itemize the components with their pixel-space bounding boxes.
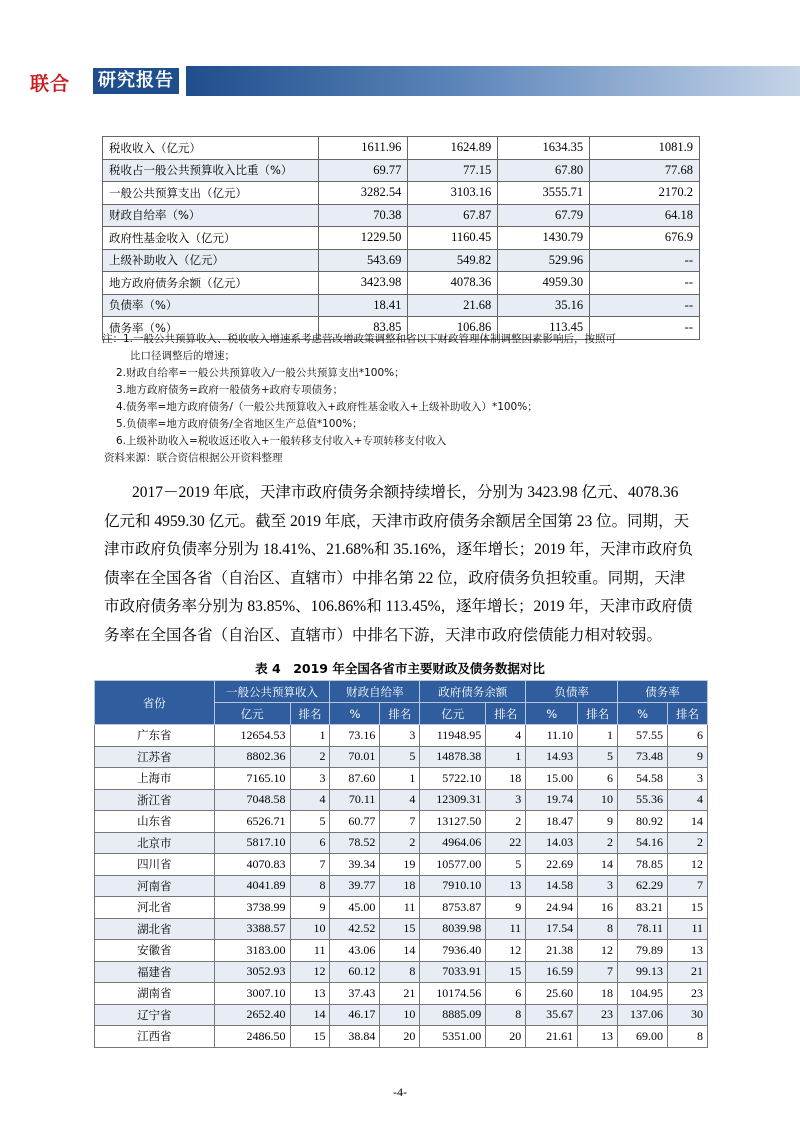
table-row: [103, 182, 700, 205]
cell-value: 4041.89: [214, 875, 290, 897]
cell-value: 1229.50: [318, 227, 408, 250]
cell-value: 12: [668, 854, 708, 876]
cell-value: 2170.2: [590, 182, 700, 205]
table-row: [95, 832, 708, 854]
cell-value: 7: [290, 854, 330, 876]
table-row: [103, 249, 700, 272]
note-2: 2.财政自给率=一般公共预算收入/一般公共预算支出*100%；: [116, 367, 405, 379]
cell-value: 15: [668, 897, 708, 919]
cell-value: 2652.40: [214, 1004, 290, 1026]
cell-value: 73.48: [618, 746, 668, 768]
cell-value: 1081.9: [590, 137, 700, 160]
cell-value: 2: [578, 832, 618, 854]
cell-value: 69.77: [318, 159, 408, 182]
cell-value: --: [590, 249, 700, 272]
cell-value: 2486.50: [214, 1026, 290, 1048]
note-3: 3.地方政府债务=政府一般债务+政府专项债务；: [116, 384, 344, 396]
cell-value: --: [590, 272, 700, 295]
cell-value: 13: [486, 875, 526, 897]
cell-value: 10: [578, 789, 618, 811]
cell-value: 14.93: [526, 746, 578, 768]
cell-value: 5: [290, 811, 330, 833]
cell-value: 21.68: [408, 294, 498, 317]
page-number: -4-: [393, 1085, 407, 1099]
table-row: [95, 1004, 708, 1026]
cell-value: 14: [578, 854, 618, 876]
cell-value: 20: [486, 1026, 526, 1048]
col-group-revenue: 一般公共预算收入: [214, 681, 330, 703]
sub-header: 排名: [578, 703, 618, 725]
province-name: 河南省: [95, 875, 215, 897]
province-name: 江西省: [95, 1026, 215, 1048]
cell-value: 13: [668, 940, 708, 962]
cell-value: 3183.00: [214, 940, 290, 962]
cell-value: 8802.36: [214, 746, 290, 768]
cell-value: 70.11: [330, 789, 380, 811]
cell-value: 22.69: [526, 854, 578, 876]
cell-value: 9: [668, 746, 708, 768]
row-label: 税收占一般公共预算收入比重（%）: [103, 159, 319, 182]
cell-value: 54.16: [618, 832, 668, 854]
note-6: 6.上级补助收入=税收返还收入+一般转移支付收入+专项转移支付收入: [116, 435, 447, 447]
cell-value: 77.15: [408, 159, 498, 182]
cell-value: 23: [578, 1004, 618, 1026]
cell-value: 3388.57: [214, 918, 290, 940]
row-label: 债务率（%）: [103, 317, 319, 340]
cell-value: 24.94: [526, 897, 578, 919]
cell-value: 7: [380, 811, 420, 833]
cell-value: 18.47: [526, 811, 578, 833]
cell-value: 6: [486, 983, 526, 1005]
row-label: 上级补助收入（亿元）: [103, 249, 319, 272]
cell-value: 1: [290, 725, 330, 747]
cell-value: 15: [380, 918, 420, 940]
cell-value: 4: [380, 789, 420, 811]
sub-header: %: [526, 703, 578, 725]
cell-value: 15.00: [526, 768, 578, 790]
cell-value: 137.06: [618, 1004, 668, 1026]
note-1-cont: 比口径调整后的增速；: [130, 350, 235, 362]
table-row: [95, 983, 708, 1005]
province-name: 辽宁省: [95, 1004, 215, 1026]
cell-value: 37.43: [330, 983, 380, 1005]
cell-value: 4959.30: [498, 272, 590, 295]
cell-value: 11: [668, 918, 708, 940]
report-header: [0, 66, 800, 96]
cell-value: 67.87: [408, 204, 498, 227]
cell-value: 99.13: [618, 961, 668, 983]
brand-lianhe: 联合: [30, 73, 71, 95]
col-group-debt-rate: 债务率: [618, 681, 708, 703]
cell-value: 80.92: [618, 811, 668, 833]
cell-value: 83.85: [318, 317, 408, 340]
cell-value: 12: [486, 940, 526, 962]
sub-header: %: [618, 703, 668, 725]
cell-value: 15: [290, 1026, 330, 1048]
tianjin-fiscal-table: [102, 136, 700, 340]
cell-value: 16.59: [526, 961, 578, 983]
cell-value: 5722.10: [420, 768, 486, 790]
cell-value: 42.52: [330, 918, 380, 940]
cell-value: 1430.79: [498, 227, 590, 250]
cell-value: 4070.83: [214, 854, 290, 876]
cell-value: 7048.58: [214, 789, 290, 811]
para-line: 亿元和 4959.30 亿元。截至 2019 年底，天津市政府债务余额居全国第 23 位。同期，天: [104, 512, 690, 530]
cell-value: 18.41: [318, 294, 408, 317]
table-caption: 表 4 2019 年全国各省市主要财政及债务数据对比: [255, 661, 545, 676]
province-name: 广东省: [95, 725, 215, 747]
para-line: 津市政府负债率分别为 18.41%、21.68%和 35.16%，逐年增长；2019 年，天津市政府负: [104, 541, 693, 558]
cell-value: 6: [290, 832, 330, 854]
cell-value: 10: [380, 1004, 420, 1026]
cell-value: 1634.35: [498, 137, 590, 160]
cell-value: 64.18: [590, 204, 700, 227]
cell-value: 12: [578, 940, 618, 962]
cell-value: 2: [486, 811, 526, 833]
col-group-self-sufficiency: 财政自给率: [330, 681, 420, 703]
table-row: [95, 811, 708, 833]
cell-value: 113.45: [498, 317, 590, 340]
cell-value: 5: [380, 746, 420, 768]
cell-value: 3738.99: [214, 897, 290, 919]
sub-header: 亿元: [420, 703, 486, 725]
cell-value: 21: [668, 961, 708, 983]
cell-value: 2: [668, 832, 708, 854]
province-name: 北京市: [95, 832, 215, 854]
cell-value: 12654.53: [214, 725, 290, 747]
table-row: [95, 961, 708, 983]
cell-value: 83.21: [618, 897, 668, 919]
cell-value: 4: [290, 789, 330, 811]
cell-value: 14.58: [526, 875, 578, 897]
cell-value: 1: [578, 725, 618, 747]
cell-value: 7: [578, 961, 618, 983]
sub-header: 排名: [380, 703, 420, 725]
cell-value: 543.69: [318, 249, 408, 272]
cell-value: 13: [290, 983, 330, 1005]
cell-value: 87.60: [330, 768, 380, 790]
cell-value: 10: [290, 918, 330, 940]
cell-value: 11: [290, 940, 330, 962]
table-row: [103, 159, 700, 182]
body-paragraph: [104, 479, 708, 650]
para-line: 债率在全国各省（自治区、直辖市）中排名第 22 位，政府债务负担较重。同期，天津: [104, 569, 686, 587]
cell-value: 9: [486, 897, 526, 919]
cell-value: 5: [486, 854, 526, 876]
cell-value: 35.16: [498, 294, 590, 317]
cell-value: 9: [290, 897, 330, 919]
cell-value: 8: [486, 1004, 526, 1026]
note-1: 注：1.一般公共预算收入、税收收入增速系考虑营改增政策调整和省以下财政管理体制调整因素影响后，按照可: [102, 333, 617, 345]
cell-value: --: [590, 294, 700, 317]
cell-value: 3052.93: [214, 961, 290, 983]
cell-value: 3282.54: [318, 182, 408, 205]
province-name: 浙江省: [95, 789, 215, 811]
cell-value: 6526.71: [214, 811, 290, 833]
cell-value: 1160.45: [408, 227, 498, 250]
data-source: 资料来源：联合资信根据公开资料整理: [104, 452, 283, 464]
table-row: [103, 272, 700, 295]
cell-value: 78.11: [618, 918, 668, 940]
cell-value: 13: [578, 1026, 618, 1048]
table-row: [103, 137, 700, 160]
cell-value: 79.89: [618, 940, 668, 962]
province-name: 江苏省: [95, 746, 215, 768]
table-row: [95, 789, 708, 811]
cell-value: 78.52: [330, 832, 380, 854]
cell-value: 3: [668, 768, 708, 790]
cell-value: 17.54: [526, 918, 578, 940]
cell-value: 46.17: [330, 1004, 380, 1026]
note-5: 5.负债率=地方政府债务/全省地区生产总值*100%；: [116, 418, 363, 430]
cell-value: 8: [290, 875, 330, 897]
cell-value: 39.34: [330, 854, 380, 876]
cell-value: 45.00: [330, 897, 380, 919]
cell-value: 3: [486, 789, 526, 811]
cell-value: 11.10: [526, 725, 578, 747]
cell-value: 4: [486, 725, 526, 747]
col-province: 省份: [95, 681, 215, 725]
table-row: [103, 227, 700, 250]
cell-value: 73.16: [330, 725, 380, 747]
cell-value: 7936.40: [420, 940, 486, 962]
province-name: 河北省: [95, 897, 215, 919]
cell-value: 3103.16: [408, 182, 498, 205]
cell-value: 8885.09: [420, 1004, 486, 1026]
cell-value: 21.38: [526, 940, 578, 962]
col-group-debt-ratio: 负债率: [526, 681, 618, 703]
cell-value: 11948.95: [420, 725, 486, 747]
table-row: [95, 875, 708, 897]
col-group-debt-balance: 政府债务余额: [420, 681, 526, 703]
cell-value: 3: [290, 768, 330, 790]
row-label: 政府性基金收入（亿元）: [103, 227, 319, 250]
cell-value: 6: [578, 768, 618, 790]
cell-value: 14: [380, 940, 420, 962]
cell-value: 18: [486, 768, 526, 790]
cell-value: 4: [668, 789, 708, 811]
row-label: 税收收入（亿元）: [103, 137, 319, 160]
cell-value: 18: [578, 983, 618, 1005]
cell-value: 38.84: [330, 1026, 380, 1048]
cell-value: 6: [668, 725, 708, 747]
province-name: 四川省: [95, 854, 215, 876]
province-name: 湖南省: [95, 983, 215, 1005]
cell-value: 3423.98: [318, 272, 408, 295]
row-label: 负债率（%）: [103, 294, 319, 317]
cell-value: 30: [668, 1004, 708, 1026]
cell-value: 10577.00: [420, 854, 486, 876]
cell-value: 67.79: [498, 204, 590, 227]
cell-value: --: [590, 317, 700, 340]
cell-value: 19.74: [526, 789, 578, 811]
table-row: [95, 854, 708, 876]
cell-value: 16: [578, 897, 618, 919]
table-row: [95, 918, 708, 940]
cell-value: 14878.38: [420, 746, 486, 768]
cell-value: 1624.89: [408, 137, 498, 160]
para-line: 市政府债务率分别为 83.85%、106.86%和 113.45%，逐年增长；2019 年，天津市政府债: [104, 598, 693, 615]
cell-value: 8039.98: [420, 918, 486, 940]
cell-value: 39.77: [330, 875, 380, 897]
cell-value: 5351.00: [420, 1026, 486, 1048]
cell-value: 106.86: [408, 317, 498, 340]
cell-value: 7165.10: [214, 768, 290, 790]
cell-value: 22: [486, 832, 526, 854]
cell-value: 21.61: [526, 1026, 578, 1048]
cell-value: 15: [486, 961, 526, 983]
cell-value: 67.80: [498, 159, 590, 182]
cell-value: 5817.10: [214, 832, 290, 854]
cell-value: 77.68: [590, 159, 700, 182]
cell-value: 57.55: [618, 725, 668, 747]
cell-value: 7: [668, 875, 708, 897]
cell-value: 3555.71: [498, 182, 590, 205]
note-4: 4.债务率=地方政府债务/（一般公共预算收入+政府性基金收入+上级补助收入）*100%；: [116, 401, 538, 413]
cell-value: 78.85: [618, 854, 668, 876]
cell-value: 14.03: [526, 832, 578, 854]
province-name: 湖北省: [95, 918, 215, 940]
cell-value: 19: [380, 854, 420, 876]
cell-value: 14: [290, 1004, 330, 1026]
cell-value: 1611.96: [318, 137, 408, 160]
cell-value: 5: [578, 746, 618, 768]
cell-value: 7910.10: [420, 875, 486, 897]
para-line: 2017－2019 年底，天津市政府债务余额持续增长，分别为 3423.98 亿元、4078.36: [132, 484, 679, 501]
cell-value: 55.36: [618, 789, 668, 811]
cell-value: 11: [380, 897, 420, 919]
table-notes: [102, 331, 702, 467]
cell-value: 529.96: [498, 249, 590, 272]
cell-value: 1: [380, 768, 420, 790]
row-label: 地方政府债务余额（亿元）: [103, 272, 319, 295]
province-name: 安徽省: [95, 940, 215, 962]
cell-value: 23: [668, 983, 708, 1005]
table-row: [95, 768, 708, 790]
cell-value: 3007.10: [214, 983, 290, 1005]
cell-value: 62.29: [618, 875, 668, 897]
cell-value: 8753.87: [420, 897, 486, 919]
cell-value: 104.95: [618, 983, 668, 1005]
cell-value: 69.00: [618, 1026, 668, 1048]
cell-value: 20: [380, 1026, 420, 1048]
cell-value: 13127.50: [420, 811, 486, 833]
cell-value: 54.58: [618, 768, 668, 790]
cell-value: 43.06: [330, 940, 380, 962]
cell-value: 1: [486, 746, 526, 768]
sub-header: %: [330, 703, 380, 725]
brand-research-report: 研究报告: [93, 68, 179, 94]
cell-value: 676.9: [590, 227, 700, 250]
row-label: 一般公共预算支出（亿元）: [103, 182, 319, 205]
table-row: [103, 294, 700, 317]
cell-value: 549.82: [408, 249, 498, 272]
table-row: [95, 1026, 708, 1048]
cell-value: 9: [578, 811, 618, 833]
province-comparison-table: [94, 680, 708, 1048]
cell-value: 12309.31: [420, 789, 486, 811]
table-row: [103, 204, 700, 227]
cell-value: 8: [668, 1026, 708, 1048]
cell-value: 8: [578, 918, 618, 940]
cell-value: 25.60: [526, 983, 578, 1005]
province-name: 山东省: [95, 811, 215, 833]
cell-value: 3: [380, 725, 420, 747]
cell-value: 18: [380, 875, 420, 897]
cell-value: 2: [380, 832, 420, 854]
cell-value: 60.77: [330, 811, 380, 833]
cell-value: 4078.36: [408, 272, 498, 295]
sub-header: 排名: [668, 703, 708, 725]
cell-value: 14: [668, 811, 708, 833]
cell-value: 10174.56: [420, 983, 486, 1005]
para-line: 务率在全国各省（自治区、直辖市）中排名下游，天津市政府偿债能力相对较弱。: [104, 626, 663, 644]
cell-value: 8: [380, 961, 420, 983]
cell-value: 3: [578, 875, 618, 897]
cell-value: 11: [486, 918, 526, 940]
sub-header: 亿元: [214, 703, 290, 725]
cell-value: 70.38: [318, 204, 408, 227]
cell-value: 70.01: [330, 746, 380, 768]
cell-value: 21: [380, 983, 420, 1005]
cell-value: 7033.91: [420, 961, 486, 983]
table-row: [95, 940, 708, 962]
row-label: 财政自给率（%）: [103, 204, 319, 227]
province-name: 福建省: [95, 961, 215, 983]
table-row: [95, 746, 708, 768]
sub-header: 排名: [486, 703, 526, 725]
province-name: 上海市: [95, 768, 215, 790]
cell-value: 12: [290, 961, 330, 983]
table-row: [95, 897, 708, 919]
cell-value: 2: [290, 746, 330, 768]
cell-value: 35.67: [526, 1004, 578, 1026]
sub-header: 排名: [290, 703, 330, 725]
cell-value: 60.12: [330, 961, 380, 983]
table-row: [95, 725, 708, 747]
header-band: [186, 66, 800, 96]
cell-value: 4964.06: [420, 832, 486, 854]
